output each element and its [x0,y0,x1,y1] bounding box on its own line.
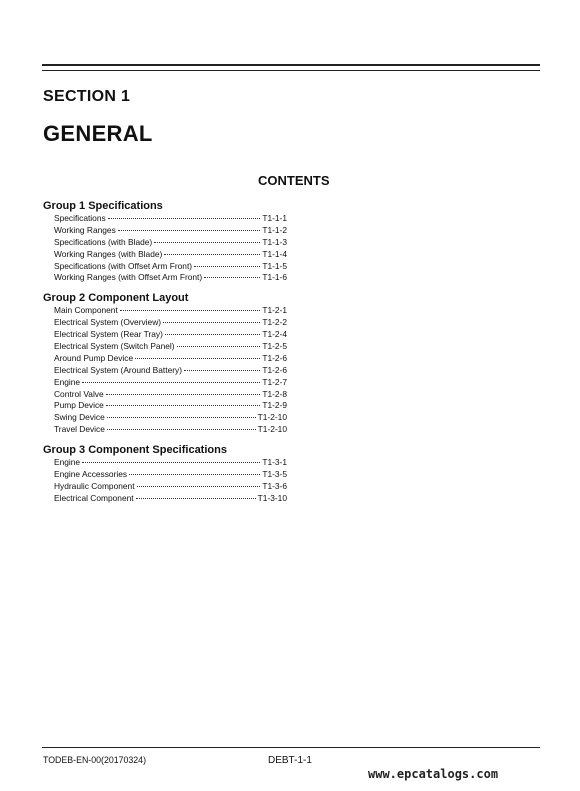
toc-entry[interactable] [43,225,287,237]
toc-entry-page: T1-2-5 [262,341,287,352]
toc-entry-label: Working Ranges (with Offset Arm Front) [54,272,203,283]
watermark-text: www.epcatalogs.com [368,767,499,781]
toc-entry-page: T1-2-4 [262,329,287,340]
table-of-contents [43,199,287,512]
page-title: GENERAL [43,121,153,146]
contents-heading: CONTENTS [258,173,330,188]
toc-entry-page: T1-2-7 [262,376,287,387]
toc-entry-page: T1-2-6 [262,352,287,363]
toc-entry-page: T1-2-10 [257,424,287,435]
toc-entry[interactable] [43,249,287,261]
toc-leader-dots [106,394,261,395]
top-rule-thick [42,64,540,66]
toc-entry[interactable] [43,469,287,481]
toc-entry-page: T1-2-9 [262,400,287,411]
toc-entry-label: Swing Device [54,412,105,423]
toc-entry-page: T1-1-6 [262,272,287,283]
toc-leader-dots [177,346,261,347]
toc-entry-label: Engine [54,376,81,387]
toc-leader-dots [120,310,261,311]
toc-entry-page: T1-3-6 [262,480,287,491]
toc-entry-label: Pump Device [54,400,104,411]
toc-entry-label: Main Component [54,305,118,316]
toc-leader-dots [107,429,256,430]
toc-leader-dots [164,254,260,255]
toc-entry-page: T1-2-1 [262,305,287,316]
toc-entry-page: T1-1-5 [262,260,287,271]
toc-entry-page: T1-1-4 [262,248,287,259]
toc-entry-page: T1-2-2 [262,317,287,328]
toc-entry-page: T1-3-1 [262,457,287,468]
toc-entry-page: T1-3-5 [262,469,287,480]
toc-entry-page: T1-1-1 [262,213,287,223]
document-code: TODEB-EN-00(20170324) [43,755,147,765]
toc-entry[interactable] [43,261,287,273]
toc-group-title: Group 2 Component Layout [43,292,189,305]
toc-group [43,443,287,505]
toc-entry[interactable] [43,493,287,505]
toc-leader-dots [108,218,261,219]
toc-entry-label: Electrical System (Overview) [54,317,162,328]
bottom-rule [42,747,540,748]
toc-group-title: Group 3 Component Specifications [43,444,227,457]
toc-leader-dots [106,405,261,406]
toc-leader-dots [137,486,261,487]
toc-entry[interactable] [43,317,287,329]
toc-group [43,199,287,284]
toc-entry-label: Specifications (with Offset Arm Front) [54,260,193,271]
toc-entry-label: Travel Device [54,424,105,435]
toc-entry[interactable] [43,412,287,424]
toc-entry-page: T1-1-2 [262,224,287,235]
toc-entry-label: Specifications (with Blade) [54,236,153,247]
toc-leader-dots [129,474,260,475]
toc-entry[interactable] [43,457,287,469]
toc-entry[interactable] [43,213,287,225]
toc-leader-dots [107,417,256,418]
toc-entry-label: Electrical Component [54,492,134,503]
page-number: DEBT-1-1 [268,755,312,766]
toc-leader-dots [165,334,260,335]
toc-leader-dots [136,498,256,499]
toc-entry-label: Control Valve [54,388,104,399]
toc-entry[interactable] [43,481,287,493]
toc-entry[interactable] [43,365,287,377]
toc-entry[interactable] [43,272,287,284]
toc-entry-label: Electrical System (Rear Tray) [54,329,163,340]
toc-entry[interactable] [43,305,287,317]
toc-entry[interactable] [43,237,287,249]
toc-entry-label: Working Ranges (with Blade) [54,248,163,259]
toc-entry-label: Engine Accessories [54,469,128,480]
toc-entry-label: Working Ranges [54,224,116,235]
toc-entry-label: Engine [54,457,81,468]
toc-leader-dots [204,277,260,278]
toc-entry-label: Hydraulic Component [54,480,135,491]
toc-entry-label: Electrical System (Switch Panel) [54,341,175,352]
toc-entry-label: Electrical System (Around Battery) [54,364,182,375]
toc-leader-dots [82,462,260,463]
toc-entry-label: Specifications [54,213,106,223]
toc-entry-page: T1-2-6 [262,364,287,375]
toc-leader-dots [194,266,260,267]
toc-leader-dots [184,370,260,371]
toc-entry[interactable] [43,353,287,365]
toc-leader-dots [82,382,260,383]
toc-leader-dots [118,230,261,231]
toc-leader-dots [135,358,260,359]
toc-entry-page: T1-3-10 [257,492,287,503]
toc-group [43,291,287,436]
toc-entry[interactable] [43,400,287,412]
toc-entry[interactable] [43,377,287,389]
toc-entry[interactable] [43,424,287,436]
toc-entry-page: T1-1-3 [262,236,287,247]
section-label: SECTION 1 [43,88,131,105]
toc-leader-dots [163,322,260,323]
toc-group-title: Group 1 Specifications [43,200,163,212]
toc-entry-page: T1-2-10 [257,412,287,423]
toc-entry[interactable] [43,389,287,401]
toc-entry-label: Around Pump Device [54,352,134,363]
top-rule-thin [42,70,540,71]
toc-entry-page: T1-2-8 [262,388,287,399]
toc-entry[interactable] [43,341,287,353]
toc-leader-dots [154,242,260,243]
toc-entry[interactable] [43,329,287,341]
